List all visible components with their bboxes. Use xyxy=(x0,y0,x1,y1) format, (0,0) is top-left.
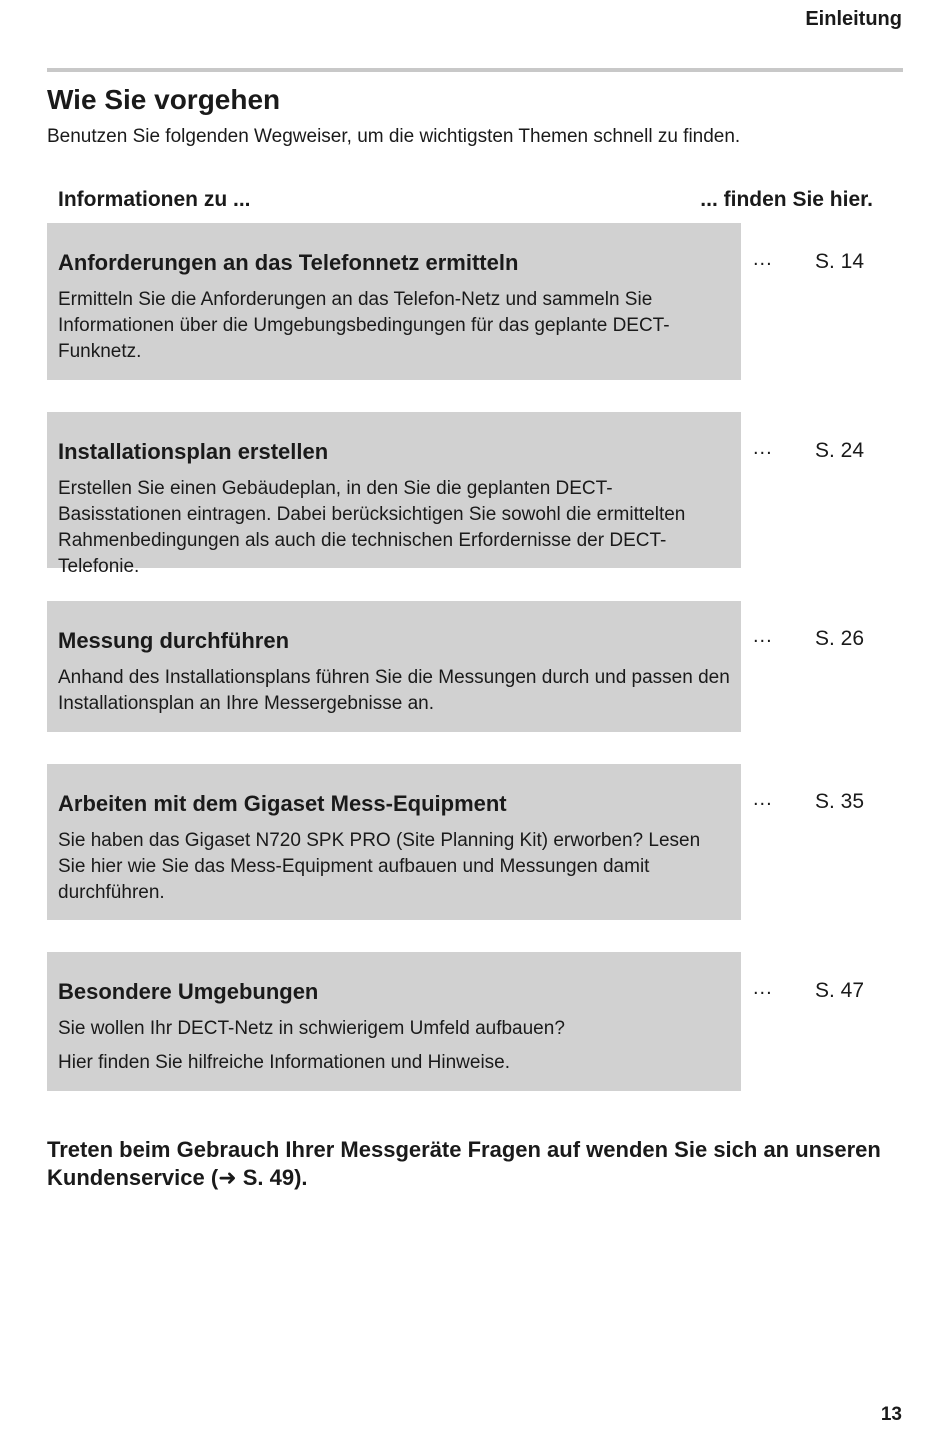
column-header-topics: Informationen zu ... xyxy=(58,188,251,211)
topic-description: Sie haben das Gigaset N720 SPK PRO (Site Planning Kit) erworben? Lesen Sie hier wie Sie das Mess-Equipment aufbauen und Messungen damit durchführen. xyxy=(58,830,701,903)
topic-box xyxy=(47,601,741,732)
topic-box xyxy=(47,223,741,380)
page-reference[interactable]: S. 26 xyxy=(815,627,865,650)
topic-description: Anhand des Installationsplans führen Sie die Messungen durch und passen den Installationsplan an Ihre Messergebnisse an. xyxy=(58,667,730,714)
page-reference[interactable]: S. 35 xyxy=(815,790,865,813)
topic-box xyxy=(47,952,741,1091)
leader-dots: ... xyxy=(753,625,773,647)
topic-title: Besondere Umgebungen xyxy=(58,979,319,1004)
topic-box xyxy=(47,764,741,920)
arrow-right-icon: ➜ xyxy=(218,1165,237,1190)
header-rule xyxy=(47,68,903,72)
topic-description: Hier finden Sie hilfreiche Informationen und Hinweise. xyxy=(58,1052,511,1073)
topic-title: Anforderungen an das Telefonnetz ermitteln xyxy=(58,250,519,275)
intro-text: Benutzen Sie folgenden Wegweiser, um die wichtigsten Themen schnell zu finden. xyxy=(47,126,741,147)
page-reference[interactable]: S. 47 xyxy=(815,979,865,1002)
topic-box xyxy=(47,412,741,577)
leader-dots: ... xyxy=(753,788,773,810)
topic-description: Sie wollen Ihr DECT-Netz in schwierigem Umfeld aufbauen? xyxy=(58,1018,565,1039)
column-header-pages: ... finden Sie hier. xyxy=(700,188,873,211)
topic-title: Installationsplan erstellen xyxy=(58,439,329,464)
leader-dots: ... xyxy=(753,248,773,270)
page-title: Wie Sie vorgehen xyxy=(47,84,281,115)
topic-title: Messung durchführen xyxy=(58,628,290,653)
topic-title: Arbeiten mit dem Gigaset Mess-Equipment xyxy=(58,791,507,816)
page-reference[interactable]: S. 24 xyxy=(815,439,865,462)
topic-description: Erstellen Sie einen Gebäudeplan, in den Sie die geplanten DECT-Basisstationen eintragen. Dabei berücksichtigen Sie sowohl die ermittelten Rahmenbedingungen als auch die technischen Erfordernisse der DECT-Telefonie. xyxy=(58,478,686,577)
support-note-text: Treten beim Gebrauch Ihrer Messgeräte Fragen auf wenden Sie sich an unseren Kundenservice ( xyxy=(47,1137,881,1190)
running-header: Einleitung xyxy=(805,8,902,30)
leader-dots: ... xyxy=(753,977,773,999)
topic-description: Ermitteln Sie die Anforderungen an das Telefon-Netz und sammeln Sie Informationen über die Umgebungsbedingungen für das geplante DECT-Funknetz. xyxy=(58,289,670,362)
page-number: 13 xyxy=(880,1404,902,1425)
page-reference[interactable]: S. 14 xyxy=(815,250,865,273)
support-note-end: ). xyxy=(294,1165,308,1190)
leader-dots: ... xyxy=(753,437,773,459)
support-page-link[interactable]: S. 49 xyxy=(236,1165,295,1190)
support-note xyxy=(47,1136,907,1192)
